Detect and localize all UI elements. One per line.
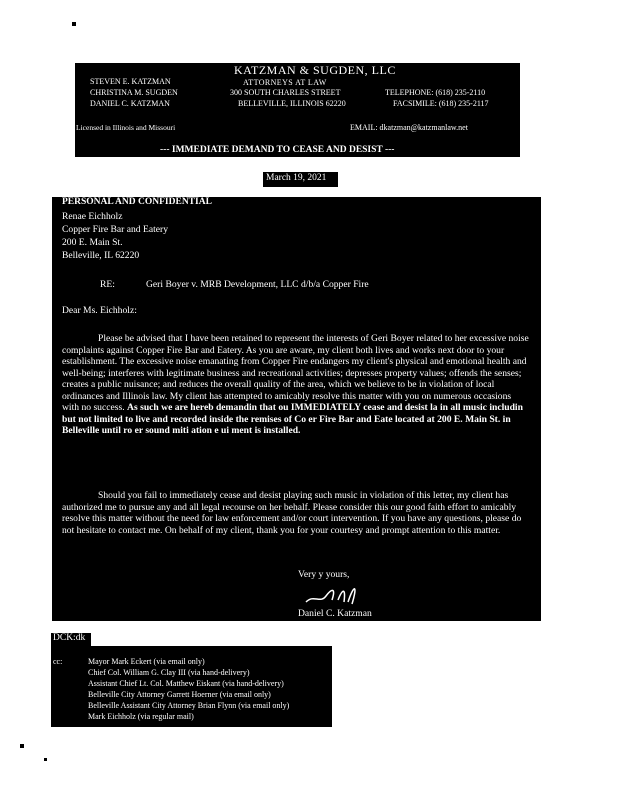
attorney-name: STEVEN E. KATZMAN [90,77,171,86]
recipient-street: 200 E. Main St. [62,237,123,248]
closing: Very y yours, [298,569,350,580]
address-city: BELLEVILLE, ILLINOIS 62220 [238,99,346,108]
initials-box [51,633,91,646]
cc-item: Mark Eichholz (via regular mail) [88,712,194,721]
paragraph-1-text: Please be advised that I have been retained to represent the interests of Geri Boyer related to her excessive noise complaints against Copper Fire Bar and Eatery. As you are aware, my client both lives and works next door to your establishment. The excessive noise emanating from Copper Fire endangers my client's physical and emotional health and well-being; interferes with legitimate business and recreational activities; depresses property values; offends the senses; creates a public nuisance; and reduces the overall quality of the area, which we believe to be in violation of local ordinances and Illinois law. My client has attempted to amicably resolve this matter with you on numerous occasions with no success. [62,333,529,413]
attorney-name: CHRISTINA M. SUGDEN [90,88,178,97]
paragraph-2 [62,490,530,536]
cc-item: Mayor Mark Eckert (via email only) [88,657,205,666]
demand-heading: --- IMMEDIATE DEMAND TO CEASE AND DESIST --- [160,145,395,155]
signer-name: Daniel C. Katzman [298,608,372,619]
firm-name: KATZMAN & SUGDEN, LLC [234,63,396,77]
recipient-business: Copper Fire Bar and Eatery [62,224,169,235]
salutation: Dear Ms. Eichholz: [62,305,137,316]
paragraph-1 [62,333,530,437]
licensed-note: Licensed in Illinois and Missouri [76,123,176,132]
attorney-list [90,76,178,109]
scan-mark-bottom-left [20,744,24,748]
cc-item: Belleville Assistant City Attorney Brian Flynn (via email only) [88,701,290,710]
letter-date: March 19, 2021 [266,173,327,183]
recipient-name: Renae Eichholz [62,211,123,222]
recipient-city: Belleville, IL 62220 [62,250,140,261]
firm-subtitle: ATTORNEYS AT LAW [243,78,327,87]
address-street: 300 SOUTH CHARLES STREET [230,88,341,97]
re-subject: Geri Boyer v. MRB Development, LLC d/b/a Copper Fire [146,279,369,290]
re-label: RE: [100,279,115,290]
cc-label: cc: [53,657,63,666]
signature-image [302,582,372,608]
facsimile: FACSIMILE: (618) 235-2117 [393,99,489,108]
cc-item: Belleville City Attorney Garrett Hoerner (via email only) [88,690,271,699]
initials: DCK:dk [53,633,86,643]
cc-item: Chief Col. William G. Clay III (via hand-delivery) [88,668,250,677]
email-address: EMAIL: dkatzman@katzmanlaw.net [350,123,468,132]
telephone: TELEPHONE: (618) 235-2110 [385,88,486,97]
paragraph-2-text: Should you fail to immediately cease and desist playing such music in violation of this letter, my client has authorized me to pursue any and all legal recourse on her behalf. Please consider this our good faith effort to amicably resolve this matter without the need for law enforcement and/or court intervention. If you have any questions, please do not hesitate to contact me. On behalf of my client, thank you for your courtesy and prompt attention to this matter. [62,490,522,536]
date-box [263,172,338,187]
letterhead [75,63,520,157]
recipient-address [62,210,168,262]
paragraph-1-demand: As such we are hereb demandin that ou IMMEDIATELY cease and desist la in all music includin but not limited to live and recorded inside the remises of Co er Fire Bar and Eate located at 200 E. Main St. in Belleville until ro er sound miti ation e ui ment is installed. [62,402,523,436]
confidential-label: PERSONAL AND CONFIDENTIAL [62,197,212,207]
scan-mark-bottom [44,758,47,761]
attorney-name: DANIEL C. KATZMAN [90,99,170,108]
cc-item: Assistant Chief Lt. Col. Matthew Eiskant (via hand-delivery) [88,679,284,688]
scan-mark-top [72,22,76,26]
